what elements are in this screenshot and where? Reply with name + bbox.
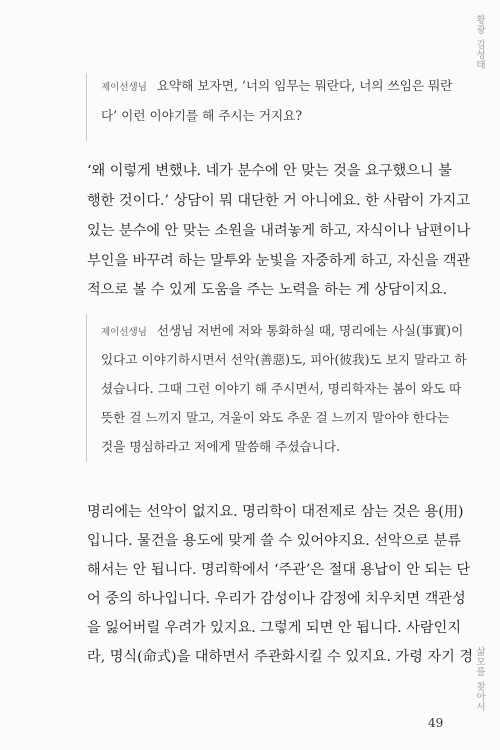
quote-line: 제이선생님 요약해 보자면, ‘너의 임무는 뭐란다, 너의 쓰임은 뭐란 bbox=[101, 78, 453, 93]
quote-line: 것을 명심하라고 저에게 말씀해 주셨습니다. bbox=[101, 439, 340, 454]
paragraph-2-line: 해서는 안 됩니다. 명리학에서 ‘주관’은 절대 용납이 안 되는 단 bbox=[87, 562, 471, 578]
paragraph-2-line: 입니다. 물건을 용도에 맞게 쓸 수 있어야지요. 선악으로 분류 bbox=[87, 533, 462, 549]
running-head-bottom: 삶 모 를 찾 아 서 bbox=[476, 647, 486, 713]
paragraph-2-line: 어 중의 하나입니다. 우리가 감성이나 감정에 치우치면 객관성 bbox=[87, 591, 466, 607]
paragraph-2-line: 을 잃어버릴 우려가 있지요. 그렇게 되면 안 됩니다. 사람인지 bbox=[87, 620, 462, 636]
quote-line: 있다고 이야기하시면서 선악(善惡)도, 피아(彼我)도 보지 말라고 하 bbox=[101, 352, 467, 367]
paragraph-1-line: ‘왜 이렇게 변했냐. 네가 분수에 안 맞는 것을 요구했으니 불 bbox=[87, 163, 452, 179]
interviewer-quote-1 bbox=[86, 73, 461, 141]
speaker-label: 제이선생님 bbox=[101, 82, 147, 93]
paragraph-2-line: 라, 명식(命式)을 대하면서 주관화시킬 수 있지요. 가령 자기 경 bbox=[87, 649, 474, 665]
paragraph-1-line: 행한 것이다.’ 상담이 뭐 대단한 거 아니에요. 한 사람이 가지고 bbox=[87, 193, 471, 209]
running-head-top: 황 광 김 성 태 bbox=[476, 15, 486, 71]
paragraph-2-line: 명리에는 선악이 없지요. 명리학이 대전제로 삼는 것은 용(用) bbox=[87, 504, 464, 520]
paragraph-1-line: 부인을 바꾸려 하는 말투와 눈빛을 자중하게 하고, 자신을 객관 bbox=[87, 253, 471, 269]
interviewer-quote-2 bbox=[86, 314, 467, 462]
paragraph-1-line: 있는 분수에 안 맞는 소원을 내려놓게 하고, 자식이나 남편이나 bbox=[87, 223, 471, 239]
quote-line: 셨습니다. 그때 그런 이야기 해 주시면서, 명리학자는 봄이 와도 따 bbox=[101, 381, 462, 396]
speaker-label: 제이선생님 bbox=[101, 327, 147, 338]
quote-line: 다’ 이런 이야기를 해 주시는 거지요? bbox=[101, 108, 303, 123]
quote-line: 제이선생님 선생님 저번에 저와 통화하실 때, 명리에는 사실(事實)이 bbox=[101, 323, 464, 338]
page-number: 49 bbox=[428, 716, 444, 730]
quote-line: 뜻한 걸 느끼지 말고, 겨울이 와도 추운 걸 느끼지 말아야 한다는 bbox=[101, 410, 450, 425]
paragraph-1-line: 적으로 볼 수 있게 도움을 주는 노력을 하는 게 상담이지요. bbox=[87, 282, 448, 298]
